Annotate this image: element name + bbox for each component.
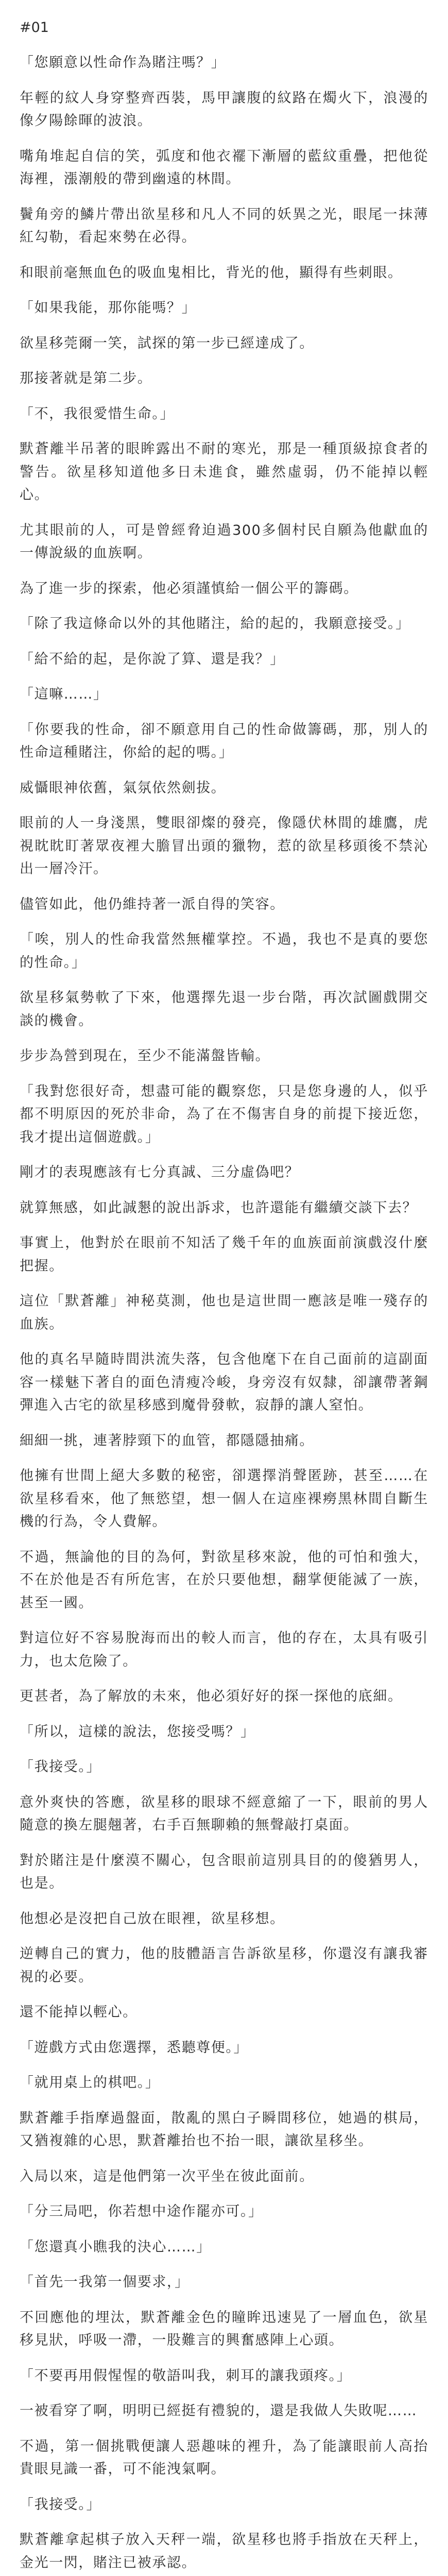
story-paragraph: 入局以來，這是他們第一次平坐在彼此面前。 — [20, 2168, 314, 2184]
story-paragraph: 不回應他的埋汰，默蒼離金色的瞳眸迅速晃了一層血色，欲星移見狀，呼吸一滯，一股難言的興奮感陣上心頭。 — [20, 2309, 428, 2348]
story-paragraph: 和眼前毫無血色的吸血鬼相比，背光的他，顯得有些刺眼。 — [20, 264, 403, 281]
story-paragraph: 意外爽快的答應，欲星移的眼球不經意縮了一下，眼前的男人隨意的換左腿翹著，右手百無聊賴的無聲敲打桌面。 — [20, 1794, 428, 1833]
story-paragraph: 為了進一步的探索，他必須謹慎給一個公平的籌碼。 — [20, 580, 358, 597]
story-paragraph: 他的真名早隨時間洪流失落，包含他麾下在自己面前的這副面容一樣魅下著自的面色清瘦冷峻，身旁沒有奴隸，卻讓帶著鋼彈進入古宅的欲星移感到魔骨發軟，寂靜的讓人窒怕。 — [20, 1351, 428, 1413]
story-paragraph: 欲星移氣勢軟了下來，他選擇先退一步台階，再次試圖戲開交談的機會。 — [20, 990, 428, 1029]
story-paragraph: 默蒼離手指摩過盤面，散亂的黑白子瞬間移位，她過的棋局，又猶複雜的心思，默蒼離抬也不抬一眼，讓欲星移坐。 — [20, 2110, 428, 2149]
story-paragraph: 「如果我能，那你能嗎？」 — [20, 300, 197, 316]
story-paragraph: 「就用桌上的棋吧。」 — [20, 2075, 160, 2091]
chapter-title: #01 — [20, 20, 49, 36]
story-paragraph: 「您還真小瞧我的決心……」 — [20, 2239, 211, 2255]
story-paragraph: 默蒼離半吊著的眼眸露出不耐的寒光，那是一種頂級掠食者的警告。欲星移知道他多日未進食，雖然虛弱，仍不能掉以輕心。 — [20, 441, 428, 503]
story-paragraph: 「我接受。」 — [20, 1759, 101, 1775]
story-paragraph: 對於賭注是什麼漠不關心，包含眼前這別具目的的傻猶男人，也是。 — [20, 1852, 428, 1891]
story-paragraph: 逆轉自己的實力，他的肢體語言告訴欲星移，你還沒有讓我審視的必要。 — [20, 1946, 428, 1985]
story-paragraph: 細細一挑，連著脖頸下的血管，都隱隱抽痛。 — [20, 1432, 314, 1449]
story-paragraph: 「不，我很愛惜生命。」 — [20, 405, 175, 422]
story-paragraph: 欲星移莞爾一笑，試探的第一步已經達成了。 — [20, 335, 314, 351]
story-paragraph: 「除了我這條命以外的其他賭注，給的起的，我願意接受。」 — [20, 616, 410, 632]
story-paragraph: 剛才的表現應該有七分真誠、三分虛偽吧？ — [20, 1164, 300, 1180]
story-paragraph: 年輕的紋人身穿整齊西裝，馬甲讓腹的紋路在燭火下，浪漫的像夕陽餘暉的波浪。 — [20, 90, 428, 129]
story-paragraph: 「我接受。」 — [20, 2496, 101, 2513]
story-paragraph: 步步為營到現在，至少不能滿盤皆輸。 — [20, 1048, 270, 1064]
story-paragraph: 不過，第一個挑戰便讓人惡趣味的裡升，為了能讓眼前人高抬貴眼見識一番，可不能洩氣啊。 — [20, 2438, 428, 2477]
story-paragraph: 他想必是沒把自己放在眼裡，欲星移想。 — [20, 1910, 285, 1927]
story-paragraph: 這位「默蒼離」神秘莫測，他也是這世間一應該是唯一殘存的血族。 — [20, 1293, 428, 1332]
story-paragraph: 「我對您很好奇，想盡可能的觀察您，只是您身邊的人，似乎都不明原因的死於非命，為了在不傷害自身的前提下接近您，我才提出這個遊戲。」 — [20, 1083, 428, 1145]
story-paragraph: 威懾眼神依舊，氣氛依然劍拔。 — [20, 779, 226, 796]
story-paragraph: 儘管如此，他仍維持著一派自得的笑容。 — [20, 896, 285, 912]
story-paragraph: 「唉，別人的性命我當然無權掌控。不過，我也不是真的要您的性命。」 — [20, 931, 428, 971]
story-paragraph: 「這嘛……」 — [20, 686, 108, 702]
story-paragraph: 就算無感，如此誠懇的說出訴求，也許還能有繼續交談下去？ — [20, 1199, 418, 1216]
story-paragraph: 更甚者，為了解放的未來，他必須好好的探一探他的底細。 — [20, 1688, 403, 1704]
story-paragraph: 眼前的人一身淺黑，雙眼卻燦的發亮，像隱伏林間的雄鷹，虎視眈眈盯著眾夜裡大膽冒出頭的獵物，惹的欲星移頭後不禁沁出一層冷汗。 — [20, 815, 428, 877]
story-paragraph: 鬢角旁的鱗片帶出欲星移和凡人不同的妖異之光，眼尾一抹薄紅勾勒，看起來勢在必得。 — [20, 206, 428, 245]
story-body — [20, 52, 428, 2576]
story-paragraph: 事實上，他對於在眼前不知活了幾千年的血族面前演戲沒什麼把握。 — [20, 1235, 428, 1274]
story-paragraph: 那接著就是第二步。 — [20, 370, 152, 386]
story-paragraph: 尤其眼前的人，可是曾經脅迫過300多個村民自願為他獻血的一傳說級的血族啊。 — [20, 522, 428, 561]
story-paragraph: 不過，無論他的目的為何，對欲星移來說，他的可怕和強大，不在於他是否有所危害，在於只要他想，翻掌便能滅了一族，甚至一國。 — [20, 1549, 428, 1611]
story-paragraph: 「所以，這樣的說法，您接受嗎？」 — [20, 1723, 255, 1740]
story-paragraph: 默蒼離拿起棋子放入天秤一端，欲星移也將手指放在天秤上，金光一閃，賭注已被承認。 — [20, 2532, 428, 2571]
story-paragraph: 「遊戲方式由您選擇，悉聽尊便。」 — [20, 2039, 249, 2056]
story-paragraph: 「首先一我第一個要求，」 — [20, 2274, 189, 2290]
story-paragraph: 還不能掉以輕心。 — [20, 2004, 137, 2020]
story-paragraph: 「你要我的性命，卻不願意用自己的性命做籌碼，那，別人的性命這種賭注，你給的起的嗎。」 — [20, 721, 428, 760]
story-paragraph: 一被看穿了啊，明明已經挺有禮貌的，還是我做人失敗呢…… — [20, 2403, 418, 2419]
story-paragraph: 「給不給的起，是你說了算、還是我？」 — [20, 651, 285, 667]
story-paragraph: 嘴角堆起自信的笑，弧度和他衣襬下漸層的藍紋重疊，把他從海裡，漲潮般的帶到幽遠的林間。 — [20, 148, 428, 187]
story-paragraph: 「分三局吧，你若想中途作罷亦可。」 — [20, 2204, 263, 2219]
story-paragraph: 對這位好不容易脫海而出的較人而言，他的存在，太具有吸引力，也太危險了。 — [20, 1630, 428, 1669]
story-paragraph: 「您願意以性命作為賭注嗎？」 — [20, 55, 226, 71]
story-paragraph: 「不要再用假惺惺的敬語叫我，刺耳的讓我頭疼。」 — [20, 2367, 352, 2384]
story-paragraph: 他擁有世間上絕大多數的秘密，卻選擇消聲匿跡，甚至……在欲星移看來，他了無慾望，想一個人在這座裸癆黑林間自斷生機的行為，令人費解。 — [20, 1468, 428, 1530]
